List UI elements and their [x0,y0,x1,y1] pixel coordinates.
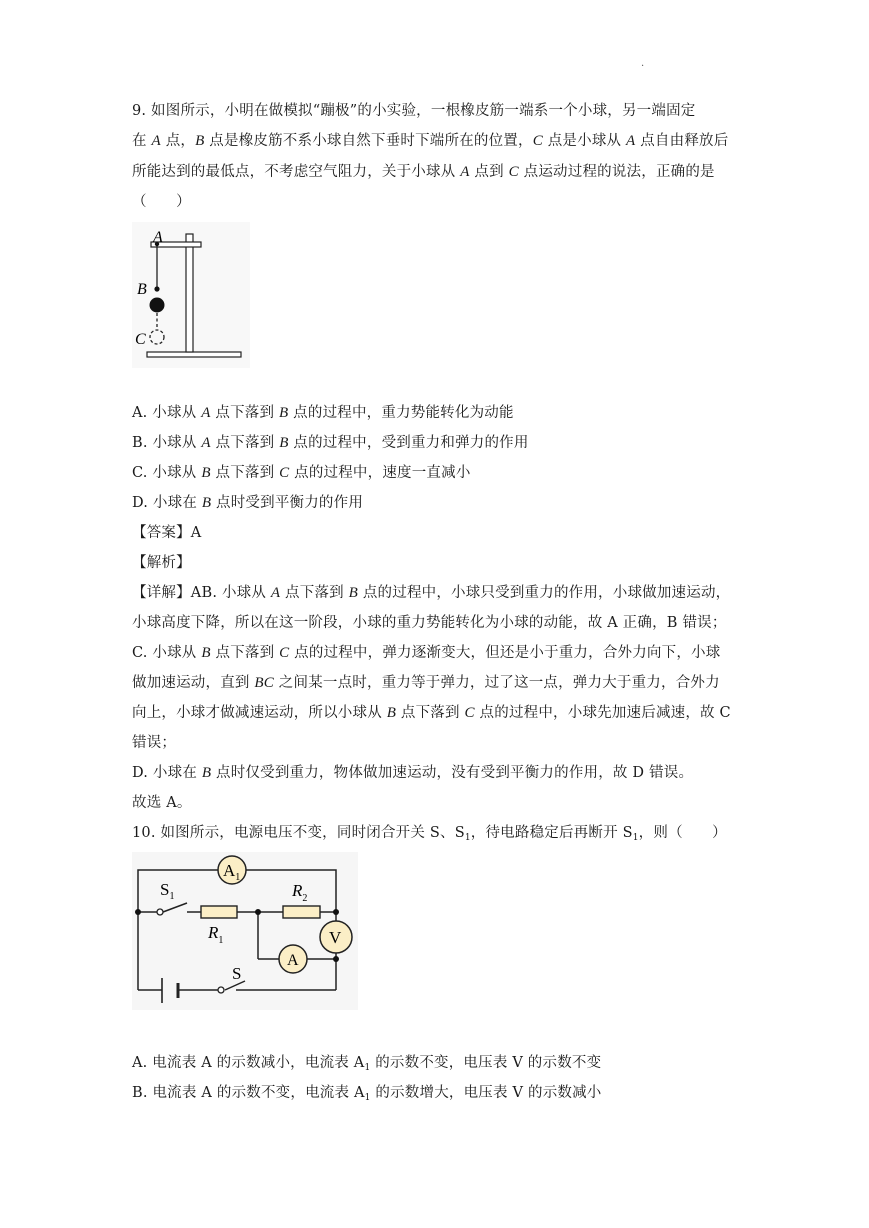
stand-pole [186,234,193,352]
text-run: 9. 如图所示，小明在做模拟“蹦极”的小实验，一根橡皮筋一端系一个小球，另一端固定 [132,103,696,119]
text-run: D. 小球在 [132,765,202,781]
text-run: ，待电路稳定后再断开 S [470,825,633,841]
text-run: A. 小球从 [132,405,202,421]
q9-analysis-line-5 [132,703,731,723]
label-r2: $R_2$ [292,881,308,904]
page-marker: . [641,58,645,69]
point-label: C [508,164,519,180]
label-v: V [329,928,342,947]
resistor-r1 [201,906,237,918]
text-run: 点是橡皮筋不系小球自然下垂时下端所在的位置， [204,133,533,149]
label-b: B [137,281,147,298]
point-label: B [201,495,212,511]
q9-stem-line-1 [132,101,722,121]
point-label: A [201,405,211,421]
text-run: B. 小球从 [132,435,202,451]
text-run: 点下落到 [280,585,349,601]
text-run: 点到 [469,164,509,180]
text-run: C. 小球从 [132,465,202,481]
label-c: C [135,331,146,348]
q9-analysis-line-1 [132,583,731,603]
point-b-marker [154,286,159,291]
q9-analysis-line-6 [132,733,722,753]
text-run: 做加速运动，直到 [132,675,255,691]
label-a: A [287,952,299,969]
q9-option-b [132,433,722,453]
text-run: 之间某一点时，重力等于弹力，过了这一点，弹力大于重力，合外力 [274,675,720,691]
ball [150,298,165,313]
label-s: S [232,964,242,983]
text-run: 点运动过程的说法，正确的是 [518,164,715,180]
resistor-r2 [283,906,320,918]
q9-answer: 【答案】A [132,525,202,541]
label-a: A [153,229,163,246]
text-run: 点的过程中，受到重力和弹力的作用 [288,435,529,451]
text-run: B. 电流表 A 的示数不变，电流表 A [132,1085,365,1101]
text-run: 小球高度下降，所以在这一阶段，小球的重力势能转化为小球的动能，故 A 正确，B 错误； [132,615,727,631]
text-run: 点的过程中，重力势能转化为动能 [288,405,514,421]
text-run: 所能达到的最低点，不考虑空气阻力，关于小球从 [132,164,461,180]
text-run: 【详解】AB. 小球从 [132,585,271,601]
point-label: C [279,465,290,481]
text-run: 点下落到 [210,435,280,451]
point-label: A [151,133,161,149]
label-s1: $S_1$ [160,880,175,902]
text-run: 点时仅受到重力，物体做加速运动，没有受到平衡力的作用，故 D 错误。 [211,765,694,781]
q9-option-a [132,403,722,423]
subscript: 1 [364,1093,371,1103]
point-label: B [201,645,211,661]
q9-analysis-line-3 [132,643,722,663]
subscript: 1 [632,833,639,843]
point-label: B [348,585,359,601]
q9-stem-line-2 [132,131,729,151]
text-run: 点的过程中，小球只受到重力的作用，小球做加速运动， [358,585,731,601]
q9-option-c [132,463,722,483]
point-label: A [270,585,281,601]
q9-stem-line-4 [132,192,722,212]
point-label: C [279,645,290,661]
point-label: B [195,133,205,149]
stand-base [147,352,241,357]
text-run: 向上，小球才做减速运动，所以小球从 [132,705,387,721]
answer-blank: （ ） [132,194,191,210]
point-label: B [201,765,212,781]
circuit-figure [132,852,358,1010]
text-run: 点， [160,133,196,149]
q9-analysis-heading: 【解析】 [132,555,191,571]
label-r1: $R_1$ [208,923,224,946]
text-run: 的示数增大，电压表 V 的示数减小 [370,1085,602,1101]
point-label: A [460,164,470,180]
text-run: 点下落到 [210,465,280,481]
subscript: 1 [364,1063,371,1073]
switch-s-contact [218,987,224,993]
text-run: C. 小球从 [132,645,202,661]
junction-right-bottom [333,956,339,962]
text-run: 点下落到 [396,705,465,721]
text-run: 点是小球从 [542,133,627,149]
point-label: BC [254,675,274,691]
q10-stem [132,823,727,845]
point-label: C [464,705,475,721]
text-run: 点下落到 [210,645,280,661]
q9-analysis-line-8 [132,793,722,813]
text-run: 故选 A。 [132,795,192,811]
junction-middle [255,909,261,915]
point-label: B [279,405,289,421]
junction-left [135,909,141,915]
q9-analysis-line-4 [132,673,722,693]
text-run: 在 [132,133,152,149]
text-run: 错误； [132,735,177,751]
text-run: A. 电流表 A 的示数减小，电流表 A [132,1055,365,1071]
text-run: 点自由释放后 [635,133,729,149]
subscript: 1 [464,833,471,843]
text-run: 点时受到平衡力的作用 [211,495,364,511]
q9-stem-line-3 [132,162,722,182]
point-label: C [532,133,543,149]
text-run: 10. 如图所示，电源电压不变，同时闭合开关 S、S [132,825,465,841]
text-run: 点的过程中，小球先加速后减速，故 C [474,705,731,721]
text-run: D. 小球在 [132,495,202,511]
point-label: A [626,133,636,149]
q9-option-d [132,493,722,513]
point-label: B [386,705,397,721]
q10-option-a [132,1053,722,1075]
switch-s1-contact [157,909,163,915]
point-label: A [201,435,211,451]
text-run: 点下落到 [210,405,279,421]
q10-option-b [132,1083,722,1105]
bungee-figure [132,222,250,368]
point-label: B [279,435,289,451]
text-run: ，则（ ） [638,825,727,841]
q9-analysis-line-7 [132,763,722,783]
label-a1: $A_1$ [223,861,241,883]
q9-analysis-line-2 [132,613,727,633]
text-run: 点的过程中，速度一直减小 [289,465,471,481]
text-run: 的示数不变，电压表 V 的示数不变 [370,1055,602,1071]
junction-right-top [333,909,339,915]
point-label: B [201,465,211,481]
text-run: 点的过程中，弹力逐渐变大，但还是小于重力，合外力向下，小球 [289,645,721,661]
